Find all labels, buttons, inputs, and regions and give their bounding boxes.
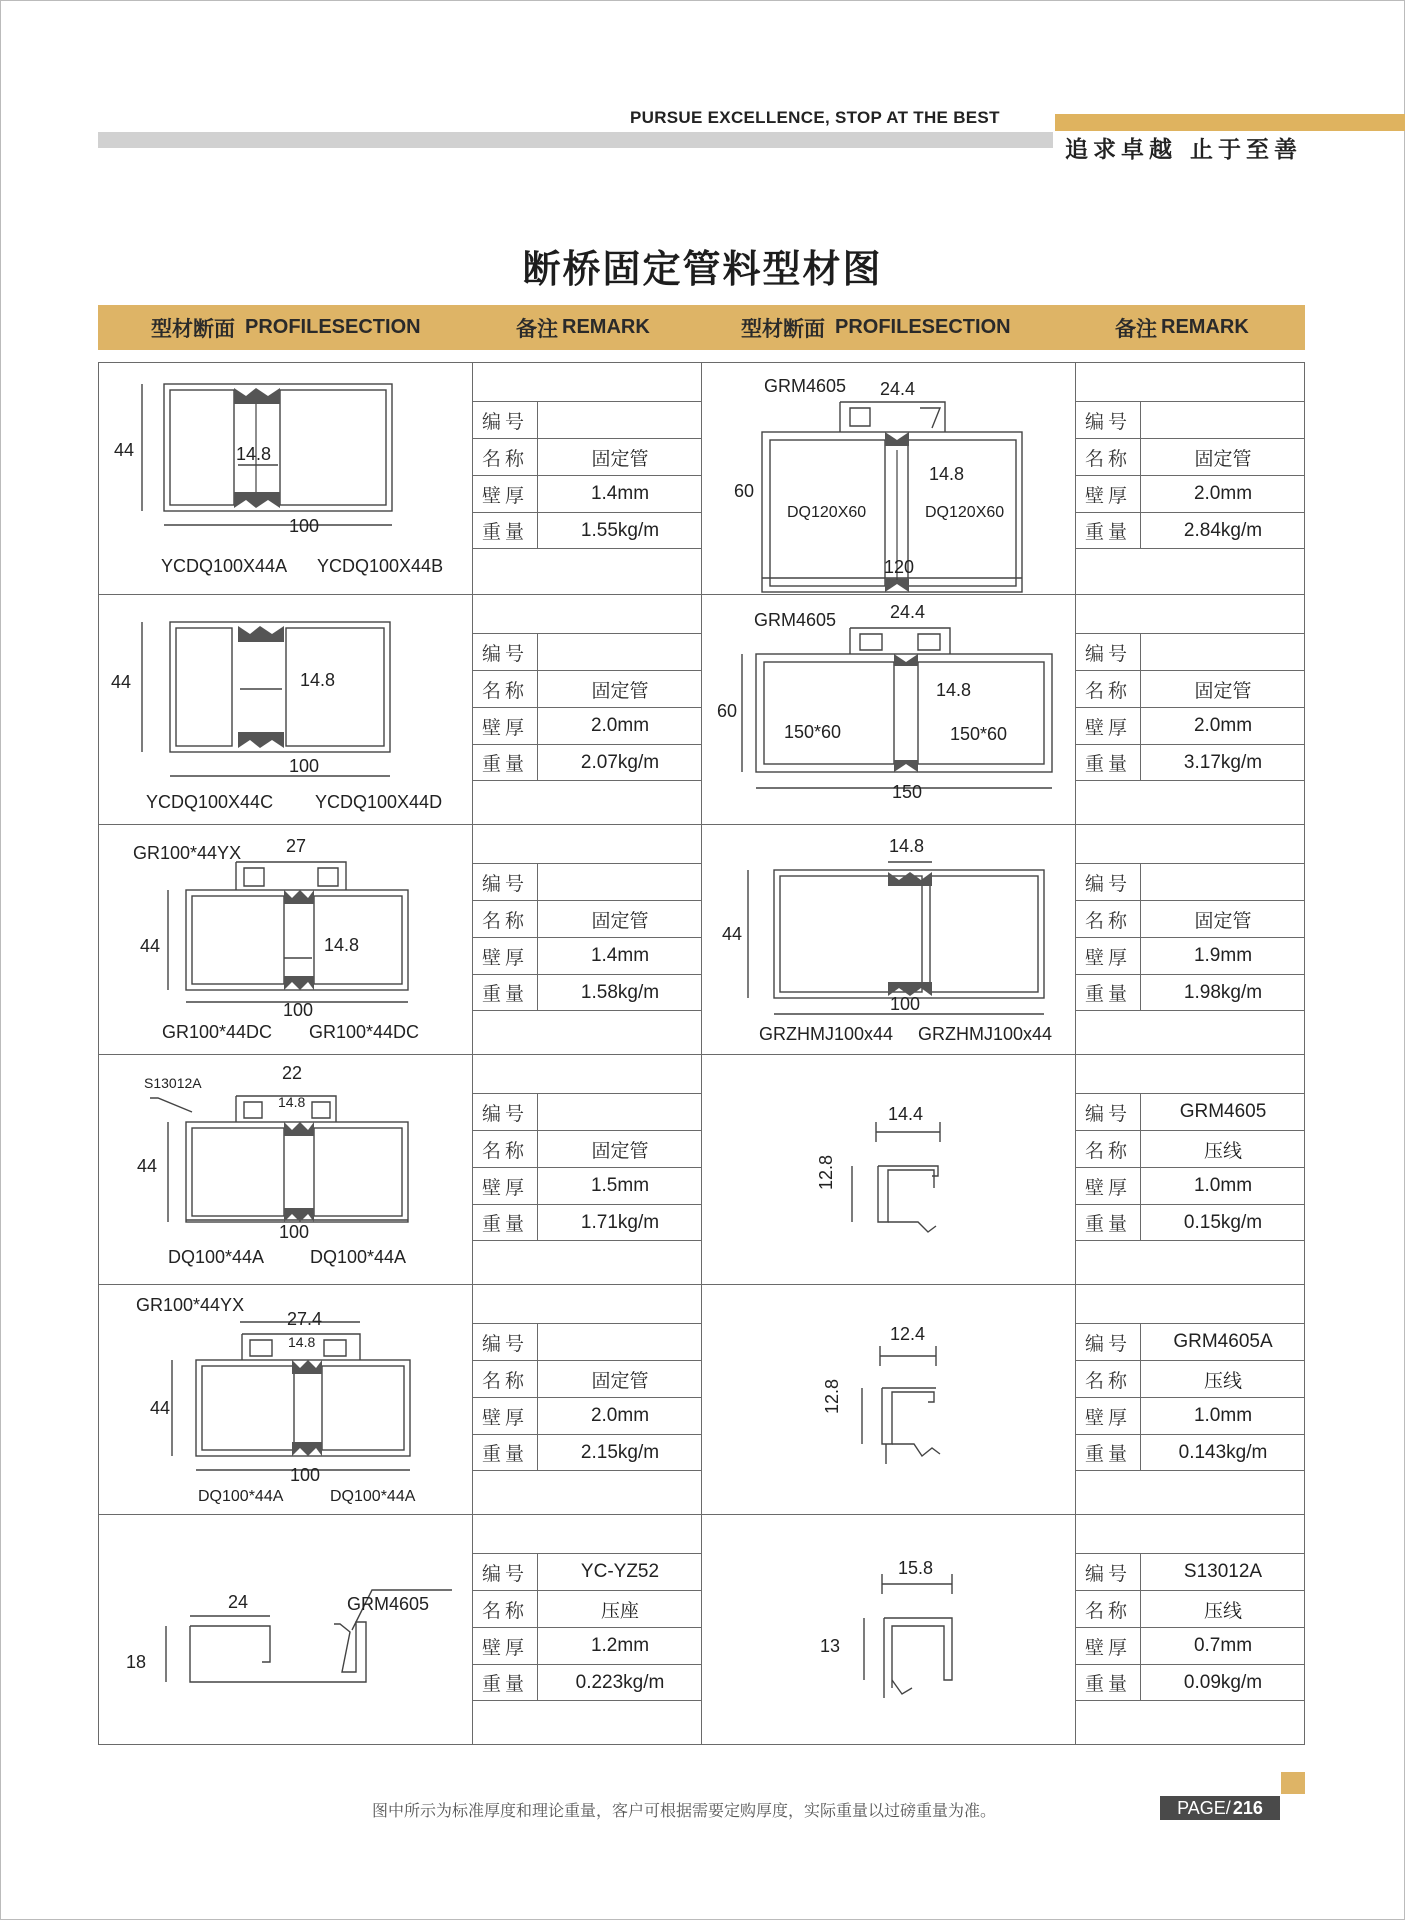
remark-value: 2.07kg/m	[580, 751, 660, 773]
remark-row-code	[1076, 1323, 1305, 1360]
dim-height: 44	[114, 440, 135, 460]
remark-row-name	[473, 1130, 702, 1167]
profile-label: S13012A	[144, 1075, 202, 1091]
remark-row-code	[1076, 633, 1305, 670]
remark-value: 1.71kg/m	[580, 1211, 660, 1233]
remark-value: 固定管	[591, 1370, 649, 1392]
remark-value: 固定管	[591, 910, 649, 932]
remark-row-code	[473, 863, 702, 900]
remark-key: 编号	[473, 634, 538, 670]
remark-row-name	[473, 670, 702, 707]
remark-key: 壁厚	[1076, 1168, 1141, 1204]
profile-label: YCDQ100X44C	[146, 792, 274, 812]
remark-key: 壁厚	[473, 1398, 538, 1434]
dim-width: 24	[228, 1592, 249, 1612]
remark-value: 1.4mm	[590, 483, 650, 504]
remark-key: 壁厚	[473, 476, 538, 512]
remark-key: 编号	[1076, 864, 1141, 900]
remark-value: YC-YZ52	[580, 1561, 660, 1582]
remark-key: 壁厚	[473, 708, 538, 744]
profile-label: DQ100*44A	[168, 1247, 265, 1267]
remark-value: 固定管	[1194, 448, 1252, 470]
remark-key: 编号	[1076, 1554, 1141, 1590]
remark-table	[1076, 1285, 1305, 1515]
remark-value	[538, 402, 702, 438]
remark-row-thickness	[473, 1627, 702, 1664]
remark-key: 重量	[473, 745, 538, 780]
dim-height: 60	[717, 701, 738, 721]
remark-value: 1.0mm	[1193, 1405, 1253, 1426]
remark-table	[1076, 1055, 1305, 1285]
remark-key: 重量	[1076, 1665, 1141, 1700]
remark-key: 壁厚	[473, 1628, 538, 1664]
remark-key: 编号	[1076, 634, 1141, 670]
remark-key: 重量	[473, 975, 538, 1010]
remark-value: S13012A	[1183, 1561, 1263, 1582]
remark-row-weight	[473, 974, 702, 1011]
dim-gap: 14.8	[278, 1094, 306, 1110]
remark-row-thickness	[1076, 475, 1305, 512]
remark-row-name	[1076, 1130, 1305, 1167]
remark-row-name	[473, 438, 702, 475]
profile-label: GR100*44YX	[133, 843, 242, 863]
remark-value: 1.55kg/m	[580, 519, 660, 541]
remark-key: 编号	[473, 402, 538, 438]
remark-value: 2.0mm	[1193, 715, 1253, 736]
remark-row-code	[1076, 1553, 1305, 1590]
remark-value: 0.7mm	[1193, 1635, 1253, 1656]
table-header	[98, 305, 1305, 350]
remark-row-thickness	[1076, 937, 1305, 974]
remark-row-weight	[473, 744, 702, 781]
remark-key: 名称	[473, 439, 538, 475]
remark-row-code	[473, 401, 702, 438]
remark-key: 重量	[1076, 745, 1141, 780]
profile-label: DQ100*44A	[310, 1247, 407, 1267]
remark-value: GRM4605	[1179, 1101, 1267, 1122]
remark-value: 固定管	[1194, 910, 1252, 932]
dim-top: 24.4	[880, 379, 916, 399]
remark-key: 重量	[473, 1205, 538, 1240]
profile-label: GRM4605	[347, 1594, 430, 1614]
dim-height: 44	[137, 1156, 158, 1176]
profile-drawing-r1-right	[760, 390, 1060, 580]
remark-key: 名称	[1076, 671, 1141, 707]
remark-value	[538, 634, 702, 670]
remark-value: 1.4mm	[590, 945, 650, 966]
remark-key: 壁厚	[473, 938, 538, 974]
remark-value: 1.0mm	[1193, 1175, 1253, 1196]
remark-row-weight	[1076, 512, 1305, 549]
remark-row-thickness	[473, 707, 702, 744]
dim-height: 44	[150, 1398, 171, 1418]
dim-gap: 14.8	[300, 670, 336, 690]
header-profile-right	[741, 305, 1011, 350]
footer-note: 图中所示为标准厚度和理论重量，客户可根据需要定购厚度，实际重量以过磅重量为准。	[372, 1801, 997, 1820]
header-profile-en: PROFILESECTION	[245, 316, 421, 338]
remark-value: 压线	[1203, 1370, 1242, 1392]
header-remark-left	[516, 305, 650, 350]
remark-key: 壁厚	[1076, 708, 1141, 744]
remark-key: 编号	[1076, 1324, 1141, 1360]
profile-label: DQ100*44A	[330, 1488, 416, 1505]
dim-height: 13	[820, 1636, 841, 1656]
header-profile-cn: 型材断面	[741, 316, 825, 341]
dim-width: 100	[890, 994, 921, 1014]
profile-label: GRZHMJ100x44	[759, 1024, 894, 1044]
remark-key: 重量	[473, 1665, 538, 1700]
remark-value: 固定管	[591, 680, 649, 702]
profile-label: GRM4605	[764, 376, 847, 396]
page-title: 断桥固定管料型材图	[522, 247, 883, 291]
remark-row-code	[1076, 401, 1305, 438]
remark-row-code	[473, 1323, 702, 1360]
remark-key: 重量	[1076, 513, 1141, 548]
profile-label: GRM4605	[754, 610, 837, 630]
remark-value: 1.9mm	[1193, 945, 1253, 966]
remark-row-thickness	[473, 1167, 702, 1204]
dim-top: 27.4	[287, 1309, 323, 1329]
dim-top: 27	[286, 836, 307, 856]
remark-table	[473, 1285, 702, 1515]
remark-row-thickness	[1076, 1397, 1305, 1434]
profile-drawing-r3-left	[130, 840, 450, 1010]
header-profile-cn: 型材断面	[151, 316, 235, 341]
dim-gap: 14.8	[288, 1334, 316, 1350]
remark-key: 壁厚	[1076, 1628, 1141, 1664]
remark-value: 固定管	[591, 1140, 649, 1162]
dim-height: 18	[126, 1652, 147, 1672]
dim-gap: 14.8	[324, 935, 360, 955]
remark-table	[473, 1055, 702, 1285]
remark-value: 0.223kg/m	[575, 1671, 665, 1693]
dim-gap: 14.8	[236, 444, 272, 464]
remark-table	[1076, 363, 1305, 593]
profile-drawing-r2-left	[110, 612, 460, 792]
dim-width: 100	[283, 1000, 314, 1020]
remark-row-code	[1076, 863, 1305, 900]
profile-label: 150*60	[784, 722, 842, 742]
dim-width: 15.8	[898, 1558, 934, 1578]
remark-key: 名称	[473, 1131, 538, 1167]
profile-label: GR100*44DC	[309, 1022, 420, 1042]
remark-table	[473, 825, 702, 1055]
profile-label: GR100*44YX	[136, 1295, 245, 1315]
remark-row-weight	[1076, 1434, 1305, 1471]
remark-key: 名称	[473, 1591, 538, 1627]
remark-row-weight	[1076, 744, 1305, 781]
profile-drawing-r6-right	[840, 1580, 970, 1700]
remark-value: 压座	[600, 1600, 639, 1622]
remark-value	[1141, 634, 1305, 670]
remark-value: 压线	[1203, 1140, 1242, 1162]
dim-height: 44	[722, 924, 743, 944]
remark-key: 名称	[1076, 1591, 1141, 1627]
remark-value: 0.143kg/m	[1178, 1441, 1268, 1463]
slogan-en: PURSUE EXCELLENCE, STOP AT THE BEST	[630, 108, 1000, 127]
remark-value	[1141, 402, 1305, 438]
remark-row-weight	[1076, 1664, 1305, 1701]
profile-label: YCDQ100X44B	[317, 556, 444, 576]
remark-key: 重量	[1076, 1205, 1141, 1240]
remark-row-name	[1076, 900, 1305, 937]
remark-row-code	[1076, 1093, 1305, 1130]
remark-key: 编号	[473, 1554, 538, 1590]
page-accent-square	[1281, 1772, 1305, 1794]
remark-row-name	[473, 900, 702, 937]
profile-label: YCDQ100X44A	[161, 556, 288, 576]
remark-key: 名称	[1076, 1361, 1141, 1397]
dim-width: 12.4	[890, 1324, 926, 1344]
remark-row-thickness	[1076, 707, 1305, 744]
remark-value: 1.2mm	[590, 1635, 650, 1656]
remark-row-weight	[1076, 1204, 1305, 1241]
profile-label: DQ120X60	[787, 504, 867, 521]
remark-value	[538, 1094, 702, 1130]
remark-key: 重量	[1076, 975, 1141, 1010]
dim-gap: 14.8	[936, 680, 972, 700]
remark-row-weight	[1076, 974, 1305, 1011]
page-prefix: PAGE/	[1177, 1797, 1231, 1818]
remark-row-name	[1076, 670, 1305, 707]
remark-row-name	[1076, 1360, 1305, 1397]
remark-row-thickness	[473, 937, 702, 974]
remark-key: 重量	[1076, 1435, 1141, 1470]
dim-width: 100	[290, 1465, 321, 1485]
page-number	[1160, 1796, 1280, 1820]
remark-value: 固定管	[591, 448, 649, 470]
remark-row-name	[473, 1360, 702, 1397]
remark-value: 压线	[1203, 1600, 1242, 1622]
remark-key: 编号	[1076, 1094, 1141, 1130]
header-gold-bar	[1055, 114, 1405, 131]
remark-value: 3.17kg/m	[1183, 751, 1263, 773]
remark-value	[1141, 864, 1305, 900]
remark-key: 名称	[1076, 439, 1141, 475]
slogan-cn: 追求卓越 止于至善	[1065, 137, 1303, 163]
remark-key: 壁厚	[473, 1168, 538, 1204]
dim-height: 44	[140, 936, 161, 956]
remark-value: GRM4605A	[1173, 1331, 1273, 1352]
dim-height: 60	[734, 481, 755, 501]
remark-value: 2.0mm	[1193, 483, 1253, 504]
profile-label: GRZHMJ100x44	[918, 1024, 1053, 1044]
dim-width: 100	[279, 1222, 310, 1242]
remark-table	[1076, 825, 1305, 1055]
remark-value	[538, 1324, 702, 1360]
remark-table	[473, 1515, 702, 1745]
profile-drawing-r4-right	[830, 1120, 970, 1250]
remark-row-weight	[473, 1204, 702, 1241]
remark-row-name	[1076, 438, 1305, 475]
remark-key: 重量	[473, 513, 538, 548]
remark-row-thickness	[473, 475, 702, 512]
remark-key: 名称	[473, 901, 538, 937]
header-remark-cn: 备注	[1115, 316, 1157, 341]
remark-key: 名称	[473, 1361, 538, 1397]
remark-value: 2.0mm	[590, 715, 650, 736]
dim-gap: 14.8	[929, 464, 965, 484]
remark-key: 壁厚	[1076, 938, 1141, 974]
remark-row-code	[473, 1093, 702, 1130]
profile-label: DQ120X60	[925, 504, 1005, 521]
remark-row-code	[473, 1553, 702, 1590]
remark-value	[538, 864, 702, 900]
dim-top: 22	[282, 1063, 303, 1083]
dim-width: 150	[892, 782, 923, 802]
remark-value: 2.84kg/m	[1183, 519, 1263, 541]
remark-row-name	[1076, 1590, 1305, 1627]
remark-table	[473, 363, 702, 593]
remark-row-thickness	[1076, 1627, 1305, 1664]
remark-value: 1.5mm	[590, 1175, 650, 1196]
remark-key: 名称	[1076, 1131, 1141, 1167]
remark-key: 壁厚	[1076, 1398, 1141, 1434]
dim-width: 120	[884, 557, 915, 577]
remark-row-name	[473, 1590, 702, 1627]
remark-row-weight	[473, 1664, 702, 1701]
profile-label: 150*60	[950, 724, 1008, 744]
remark-key: 名称	[473, 671, 538, 707]
remark-key: 编号	[473, 1094, 538, 1130]
remark-value: 0.09kg/m	[1183, 1671, 1263, 1693]
remark-key: 编号	[473, 1324, 538, 1360]
remark-key: 名称	[1076, 901, 1141, 937]
header-profile-left	[151, 305, 421, 350]
remark-value: 0.15kg/m	[1183, 1211, 1263, 1233]
dim-top: 24.4	[890, 602, 926, 622]
remark-table	[1076, 1515, 1305, 1745]
remark-key: 重量	[473, 1435, 538, 1470]
profile-drawing-r5-right	[840, 1350, 970, 1480]
remark-row-weight	[473, 1434, 702, 1471]
remark-key: 壁厚	[1076, 476, 1141, 512]
profile-label: GR100*44DC	[162, 1022, 273, 1042]
profile-drawing-r1-left	[110, 370, 460, 570]
dim-height: 44	[111, 672, 132, 692]
remark-value: 固定管	[1194, 680, 1252, 702]
dim-height: 12.8	[816, 1154, 836, 1190]
header-remark-cn: 备注	[516, 316, 558, 341]
dim-width: 14.4	[888, 1104, 924, 1124]
remark-table	[473, 595, 702, 825]
remark-key: 编号	[473, 864, 538, 900]
remark-value: 1.98kg/m	[1183, 981, 1263, 1003]
profile-drawing-r2-right	[750, 622, 1060, 802]
header-remark-en: REMARK	[562, 316, 650, 338]
remark-table	[1076, 595, 1305, 825]
header-profile-en: PROFILESECTION	[835, 316, 1011, 338]
header-grey-bar	[98, 132, 1053, 148]
dim-width: 100	[289, 516, 320, 536]
remark-row-thickness	[473, 1397, 702, 1434]
remark-value: 2.0mm	[590, 1405, 650, 1426]
dim-width: 100	[289, 756, 320, 776]
remark-row-weight	[473, 512, 702, 549]
remark-row-thickness	[1076, 1167, 1305, 1204]
page-number-value: 216	[1232, 1797, 1263, 1818]
dim-gap: 14.8	[889, 836, 925, 856]
remark-value: 1.58kg/m	[580, 981, 660, 1003]
dim-height: 12.8	[822, 1378, 842, 1414]
header-remark-right	[1115, 305, 1249, 350]
header-remark-en: REMARK	[1161, 316, 1249, 338]
remark-key: 编号	[1076, 402, 1141, 438]
profile-label: YCDQ100X44D	[315, 792, 443, 812]
remark-row-code	[473, 633, 702, 670]
remark-value: 2.15kg/m	[580, 1441, 660, 1463]
profile-label: DQ100*44A	[198, 1488, 284, 1505]
